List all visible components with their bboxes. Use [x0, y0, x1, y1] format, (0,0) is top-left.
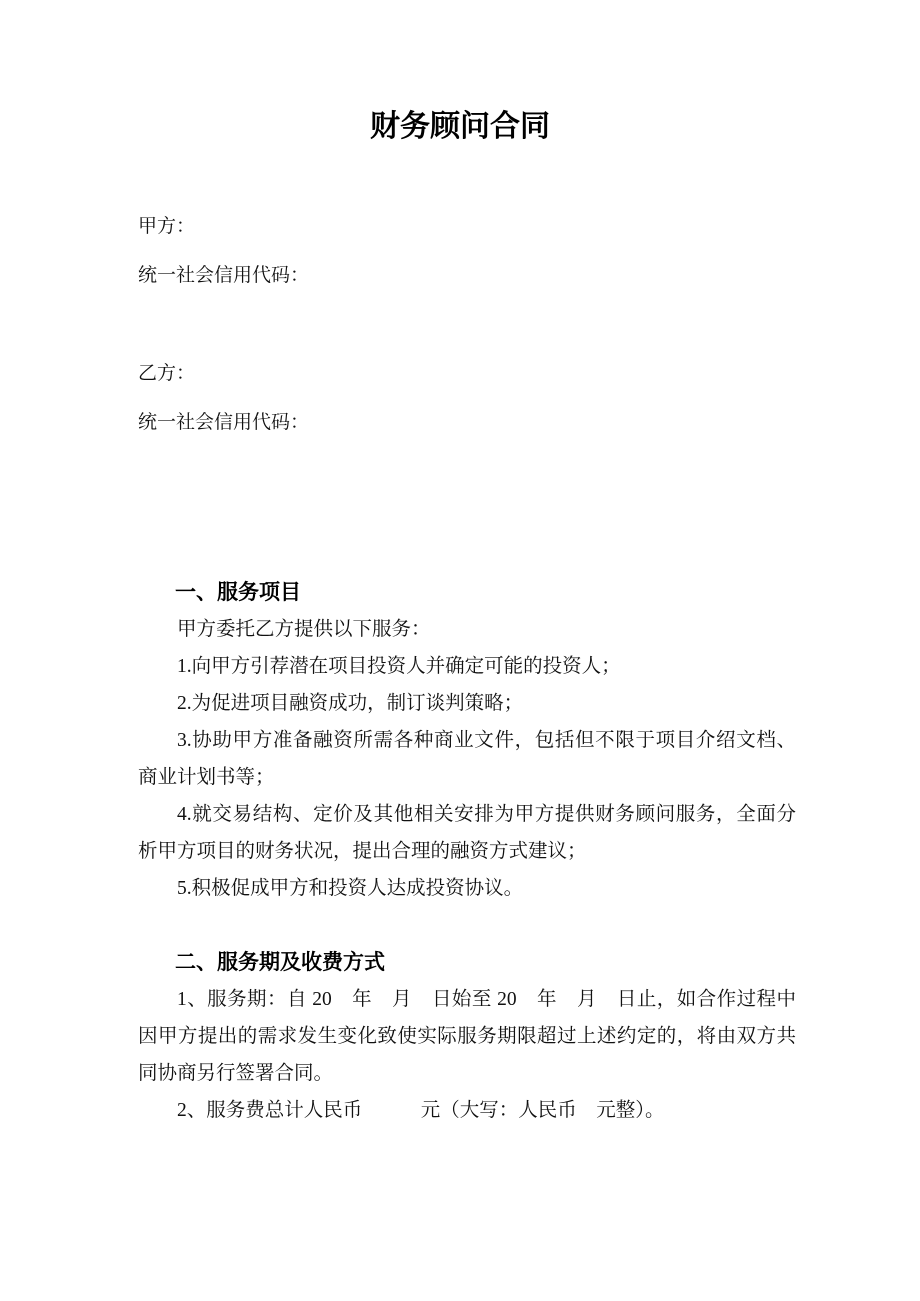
- spacer: [138, 300, 796, 349]
- party-a-credit-code-label: 统一社会信用代码：: [138, 265, 310, 286]
- section-term-and-fees: [138, 907, 796, 1129]
- party-block: [138, 202, 796, 447]
- party-b-label: 乙方：: [138, 363, 196, 384]
- service-term-clause: 1、服务期：自 20 年 月 日始至 20 年 月 日止，如合作过程中因甲方提出的需求发生变化致使实际服务期限超过上述约定的，将由双方共同协商另行签署合同。: [138, 989, 796, 1084]
- section-1-intro: 甲方委托乙方提供以下服务：: [177, 619, 431, 640]
- party-b-credit-code-label: 统一社会信用代码：: [138, 412, 310, 433]
- document-title: 财务顾问合同: [370, 110, 550, 143]
- section-1-heading: 一、服务项目: [175, 581, 301, 604]
- service-item-2: 2.为促进项目融资成功，制订谈判策略；: [177, 693, 524, 714]
- party-a-label: 甲方：: [138, 216, 196, 237]
- service-item-5: 5.积极促成甲方和投资人达成投资协议。: [177, 878, 524, 899]
- service-item-3: 3.协助甲方准备融资所需各种商业文件，包括但不限于项目介绍文档、商业计划书等；: [138, 730, 796, 788]
- section-2-heading: 二、服务期及收费方式: [175, 951, 385, 974]
- service-item-4: 4.就交易结构、定价及其他相关安排为甲方提供财务顾问服务，全面分析甲方项目的财务状况，提出合理的融资方式建议；: [138, 804, 796, 862]
- spacer: [138, 907, 796, 944]
- service-item-1: 1.向甲方引荐潜在项目投资人并确定可能的投资人；: [177, 656, 621, 677]
- service-fee-clause: 2、服务费总计人民币 元（大写：人民币 元整）。: [177, 1100, 665, 1121]
- section-service-items: [138, 574, 796, 907]
